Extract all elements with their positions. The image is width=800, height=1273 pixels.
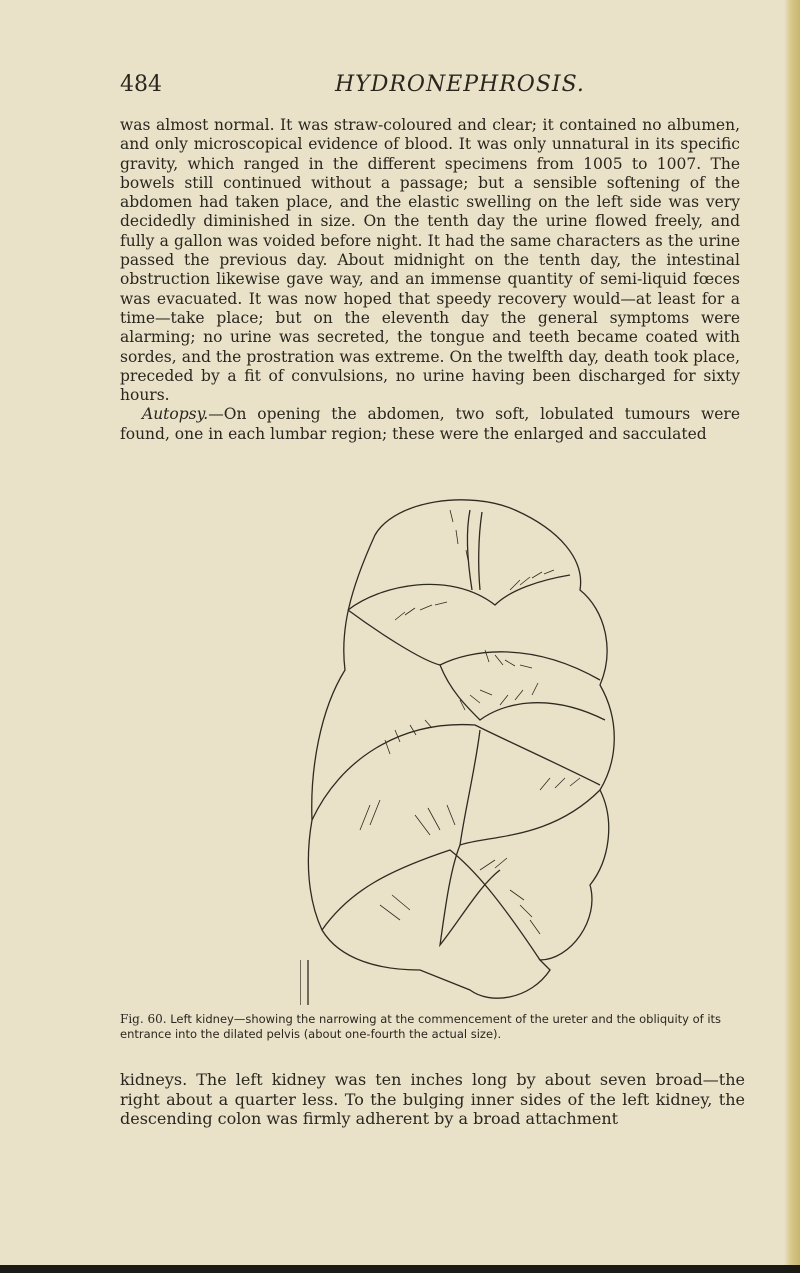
septum-3	[440, 665, 605, 720]
septum-4	[312, 725, 600, 820]
body-text	[120, 116, 740, 444]
septum-7	[440, 845, 500, 945]
kidney-outline	[300, 500, 614, 1005]
septum-1	[348, 575, 570, 610]
running-title: HYDRONEPHROSIS.	[335, 72, 585, 97]
page-number: 484	[120, 72, 162, 97]
ureter-base	[300, 960, 308, 1005]
septum-6	[322, 850, 540, 960]
running-head	[120, 72, 720, 102]
kidney-outer-lobes	[308, 500, 614, 998]
continuation-text	[120, 1070, 745, 1129]
caption-text: Left kidney—showing the narrowing at the commencement of the ureter and the obliquity of its entrance into the dilated pelvis (about one-fourth the actual size).	[120, 1012, 722, 1041]
septum-5	[460, 730, 600, 845]
figure-label: Fig. 60.	[120, 1012, 167, 1026]
kidney-illustration	[300, 490, 620, 1010]
ureter	[467, 510, 482, 590]
autopsy-label: Autopsy.	[142, 405, 209, 424]
paragraph-2	[120, 405, 740, 444]
page-edge-bottom	[0, 1265, 800, 1273]
septum-2	[348, 610, 600, 680]
paragraph-1: was almost normal. It was straw-coloured and clear; it contained no albumen, and only microscopical evidence of blood. It was only unnatural in its specific gravity, which ranged in the different specimens from 1005 to 1007. The bowels still continued without a passage; but a sensible softening of the abdomen had taken place, and the elastic swelling on the left side was very decidedly diminished in size. On the tenth day the urine flowed freely, and fully a gallon was voided before night. It had the same characters as the urine passed the previous day. About midnight on the tenth day, the intestinal obstruction likewise gave way, and an immense quantity of semi-liquid fœces was evacuated. It was now hoped that speedy recovery would—at least for a time—take place; but on the eleventh day the general symptoms were alarming; no urine was secreted, the tongue and teeth became coated with sordes, and the prostration was extreme. On the twelfth day, death took place, preceded by a fit of convulsions, no urine having been discharged for sixty hours.	[120, 116, 740, 405]
continuation-paragraph: kidneys. The left kidney was ten inches long by about seven broad—the right about a quarter less. To the bulging inner sides of the left kidney, the descending colon was firmly adherent by a broad attachment	[120, 1070, 745, 1128]
page-edge-right	[784, 0, 800, 1273]
figure-caption	[120, 1012, 745, 1041]
paragraph-2-text: —On opening the abdomen, two soft, lobulated tumours were found, one in each lumbar region; these were the enlarged and sacculated	[120, 405, 740, 443]
